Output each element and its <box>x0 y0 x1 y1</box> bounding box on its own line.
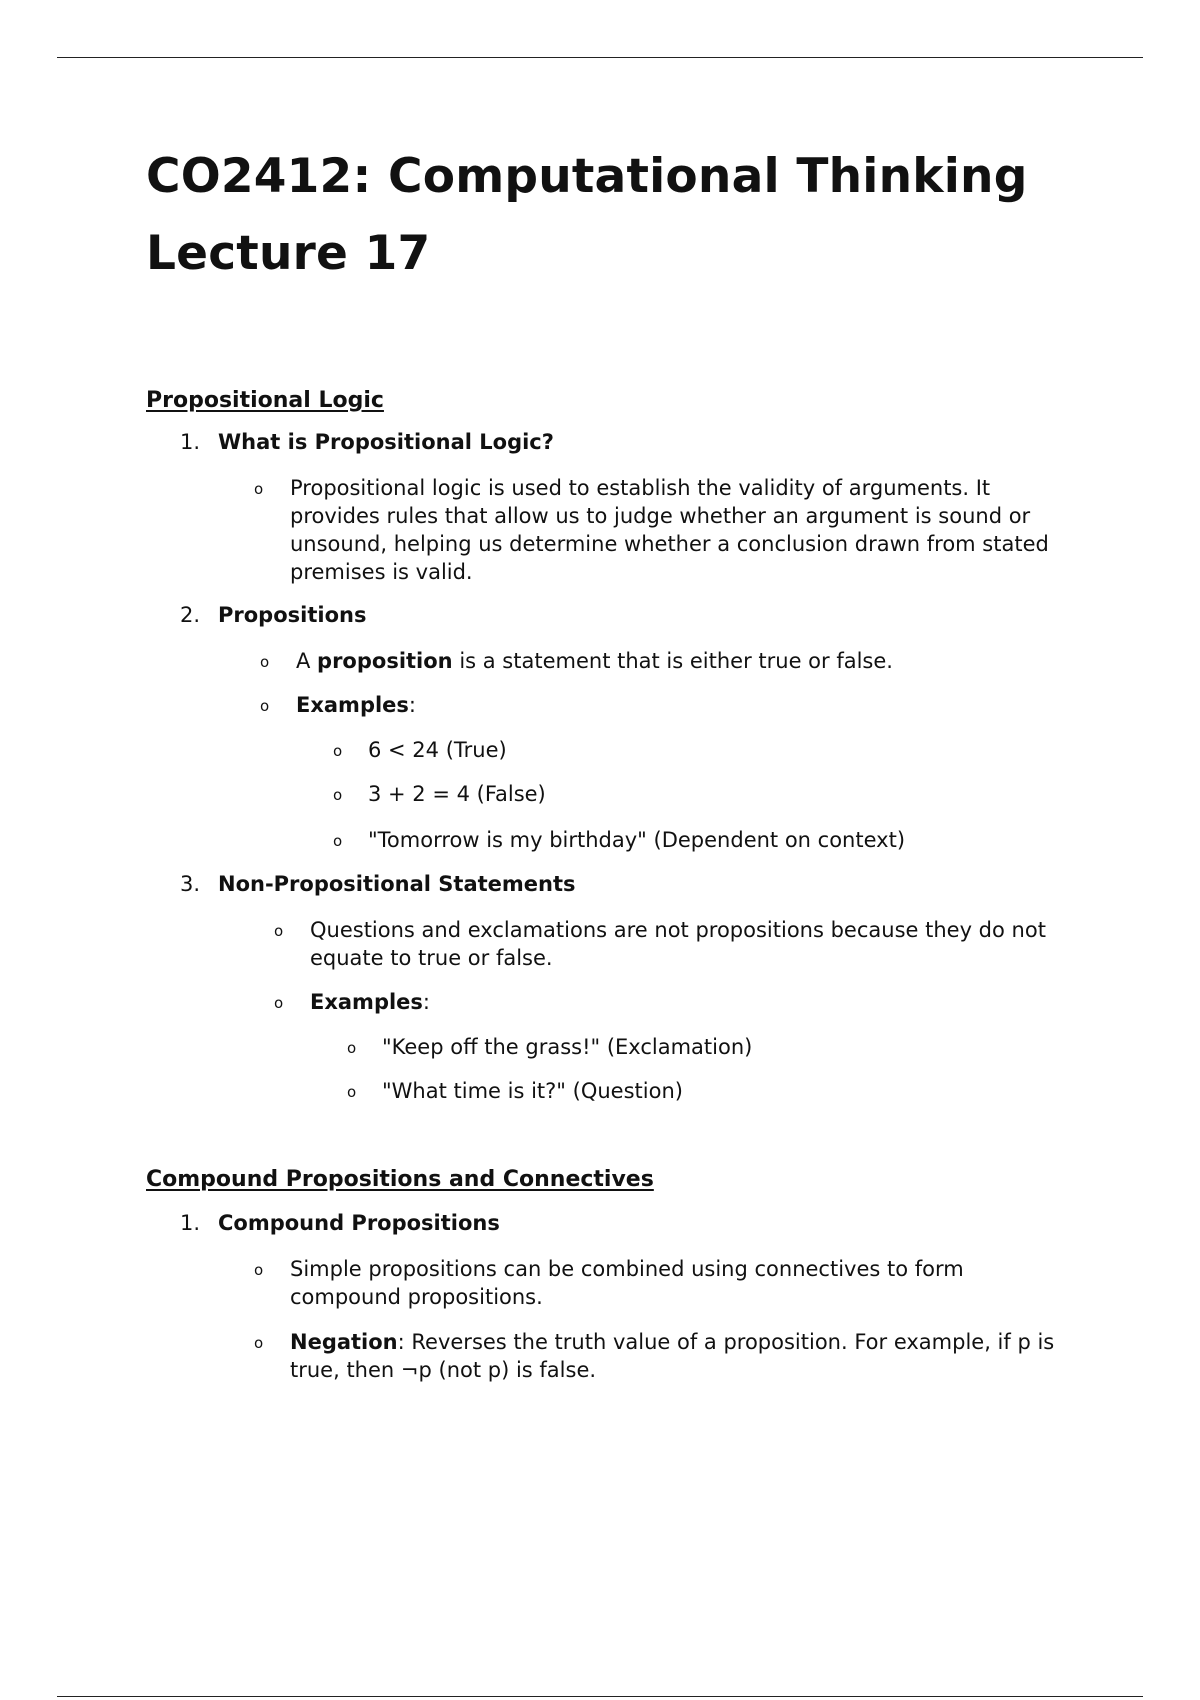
bullet-marker-icon: o <box>333 786 343 804</box>
title-line-2: Lecture 17 <box>146 226 431 281</box>
item-title: Compound Propositions <box>218 1211 500 1235</box>
bold-term: Negation <box>290 1330 398 1354</box>
bullet-marker-icon: o <box>260 653 270 671</box>
example-item <box>333 780 1033 808</box>
bullet-marker-icon: o <box>254 1261 264 1279</box>
bullet-marker-icon: o <box>254 1334 264 1352</box>
item-number: 3. <box>180 872 201 896</box>
bold-term: Examples <box>296 693 409 717</box>
bullet-marker-icon: o <box>274 994 284 1012</box>
item-number: 1. <box>180 1211 201 1235</box>
bullet-item <box>254 474 1054 586</box>
top-rule <box>57 57 1143 58</box>
bullet-marker-icon: o <box>254 480 264 498</box>
bullet-item <box>274 916 1064 972</box>
item-title: Propositions <box>218 603 367 627</box>
bullet-item <box>254 1255 1064 1311</box>
section-heading-compound-propositions: Compound Propositions and Connectives <box>146 1167 654 1192</box>
text-run: : Reverses the truth value of a proposition. For example, if p is true, then ¬p (not p) is false. <box>290 1330 1055 1382</box>
example-text: "What time is it?" (Question) <box>382 1079 683 1103</box>
bullet-text: Questions and exclamations are not propositions because they do not equate to true or false. <box>310 918 1046 970</box>
list-item-what-is-propositional-logic <box>180 432 554 453</box>
bullet-item <box>254 1328 1064 1384</box>
section-heading-propositional-logic: Propositional Logic <box>146 388 384 413</box>
example-text: "Tomorrow is my birthday" (Dependent on context) <box>368 828 906 852</box>
bullet-marker-icon: o <box>333 832 343 850</box>
example-text: 3 + 2 = 4 (False) <box>368 782 546 806</box>
bullet-item <box>260 691 1060 719</box>
bullet-marker-icon: o <box>347 1039 357 1057</box>
bullet-text: Propositional logic is used to establish the validity of arguments. It provides rules that allow us to judge whether an argument is sound or unsound, helping us determine whether a conclusion drawn from stated premises is valid. <box>290 476 1049 584</box>
example-item <box>333 736 1033 764</box>
text-run: is a statement that is either true or false. <box>452 649 893 673</box>
example-text: "Keep off the grass!" (Exclamation) <box>382 1035 753 1059</box>
list-item-propositions <box>180 605 366 626</box>
bullet-text <box>296 647 1060 675</box>
example-item <box>347 1077 1047 1105</box>
bold-term: Examples <box>310 990 423 1014</box>
bullet-marker-icon: o <box>347 1083 357 1101</box>
document-title <box>146 138 1028 292</box>
text-run: : <box>422 990 430 1014</box>
list-item-compound-propositions <box>180 1213 500 1234</box>
bullet-text: Simple propositions can be combined using connectives to form compound propositions. <box>290 1257 964 1309</box>
list-item-non-propositional-statements <box>180 874 576 895</box>
bold-term: proposition <box>317 649 453 673</box>
bullet-item <box>274 988 1064 1016</box>
bullet-item <box>260 647 1060 675</box>
text-run: A <box>296 649 318 673</box>
bullet-text <box>296 691 1060 719</box>
example-text: 6 < 24 (True) <box>368 738 507 762</box>
bottom-rule <box>57 1696 1143 1697</box>
bullet-marker-icon: o <box>260 697 270 715</box>
example-item <box>347 1033 1047 1061</box>
example-item <box>333 826 1033 854</box>
item-number: 2. <box>180 603 201 627</box>
item-title: Non-Propositional Statements <box>218 872 576 896</box>
bullet-marker-icon: o <box>274 922 284 940</box>
text-run: : <box>408 693 416 717</box>
item-number: 1. <box>180 430 201 454</box>
title-line-1: CO2412: Computational Thinking <box>146 149 1028 204</box>
bullet-text <box>290 1328 1064 1384</box>
bullet-text <box>310 988 1064 1016</box>
bullet-marker-icon: o <box>333 742 343 760</box>
item-title: What is Propositional Logic? <box>218 430 554 454</box>
